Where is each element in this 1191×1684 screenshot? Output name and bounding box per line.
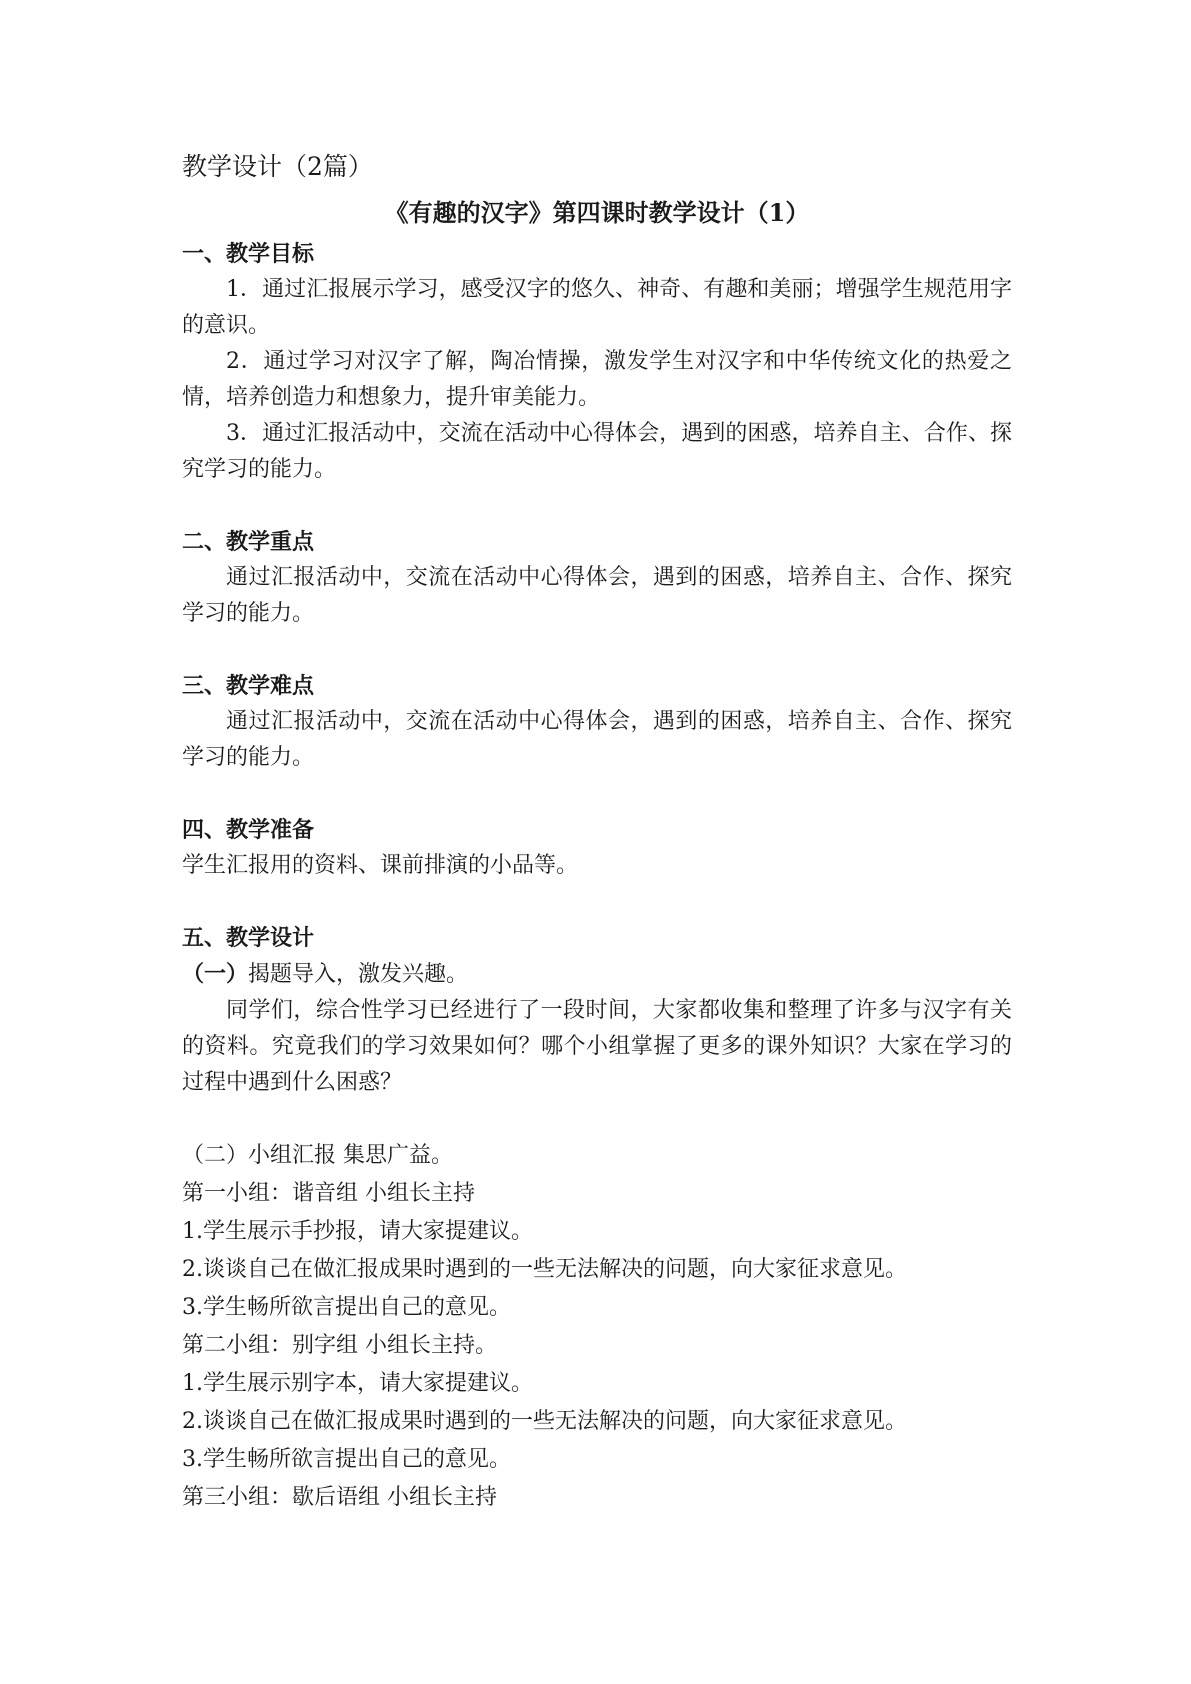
design-line: 2.谈谈自己在做汇报成果时遇到的一些无法解决的问题，向大家征求意见。 [182, 1409, 907, 1434]
design-line: 2.谈谈自己在做汇报成果时遇到的一些无法解决的问题，向大家征求意见。 [182, 1257, 907, 1282]
goal-item-1: 1．通过汇报展示学习，感受汉字的悠久、神奇、有趣和美丽；增强学生规范用字的意识。 [182, 277, 1012, 338]
difficulties-text: 通过汇报活动中，交流在活动中心得体会，遇到的困惑，培养自主、合作、探究学习的能力。 [182, 709, 1012, 770]
design-line: 第一小组：谐音组 小组长主持 [182, 1181, 475, 1206]
design-line: 1.学生展示别字本，请大家提建议。 [182, 1371, 533, 1396]
design-line: 1.学生展示手抄报，请大家提建议。 [182, 1219, 533, 1244]
section-key-points-heading: 二、教学重点 [182, 529, 315, 555]
design-part1-label: （一） [182, 961, 249, 987]
spacer [182, 776, 1012, 812]
goal-item-3: 3．通过汇报活动中，交流在活动中心得体会，遇到的困惑，培养自主、合作、探究学习的能力。 [182, 421, 1012, 482]
spacer [182, 488, 1012, 524]
section-preparation-heading: 四、教学准备 [182, 817, 315, 843]
section-design-heading: 五、教学设计 [182, 925, 315, 951]
document-body [182, 148, 1012, 1517]
design-part2-heading: （二）小组汇报 集思广益。 [182, 1143, 453, 1168]
design-line: 3.学生畅所欲言提出自己的意见。 [182, 1295, 511, 1320]
spacer [182, 884, 1012, 920]
spacer [182, 632, 1012, 668]
design-line: 第二小组：别字组 小组长主持。 [182, 1333, 497, 1358]
design-part1-heading [182, 956, 1012, 993]
preparation-text: 学生汇报用的资料、课前排演的小品等。 [182, 853, 579, 878]
design-part1-text: 同学们，综合性学习已经进行了一段时间，大家都收集和整理了许多与汉字有关的资料。究竟我们的学习效果如何？哪个小组掌握了更多的课外知识？大家在学习的过程中遇到什么困惑？ [182, 998, 1012, 1095]
design-part1-title: 揭题导入，激发兴趣。 [248, 962, 469, 987]
document-heading: 教学设计（2篇） [182, 152, 373, 181]
lesson-title: 《有趣的汉字》第四课时教学设计（1） [384, 198, 810, 227]
key-points-text: 通过汇报活动中，交流在活动中心得体会，遇到的困惑，培养自主、合作、探究学习的能力。 [182, 565, 1012, 626]
spacer [182, 1101, 1012, 1137]
design-line: 3.学生畅所欲言提出自己的意见。 [182, 1447, 511, 1472]
goal-item-2: 2．通过学习对汉字了解，陶冶情操，激发学生对汉字和中华传统文化的热爱之情，培养创造力和想象力，提升审美能力。 [182, 349, 1012, 410]
section-goals-heading: 一、教学目标 [182, 241, 315, 267]
design-line: 第三小组：歇后语组 小组长主持 [182, 1485, 497, 1510]
section-difficulties-heading: 三、教学难点 [182, 673, 315, 699]
